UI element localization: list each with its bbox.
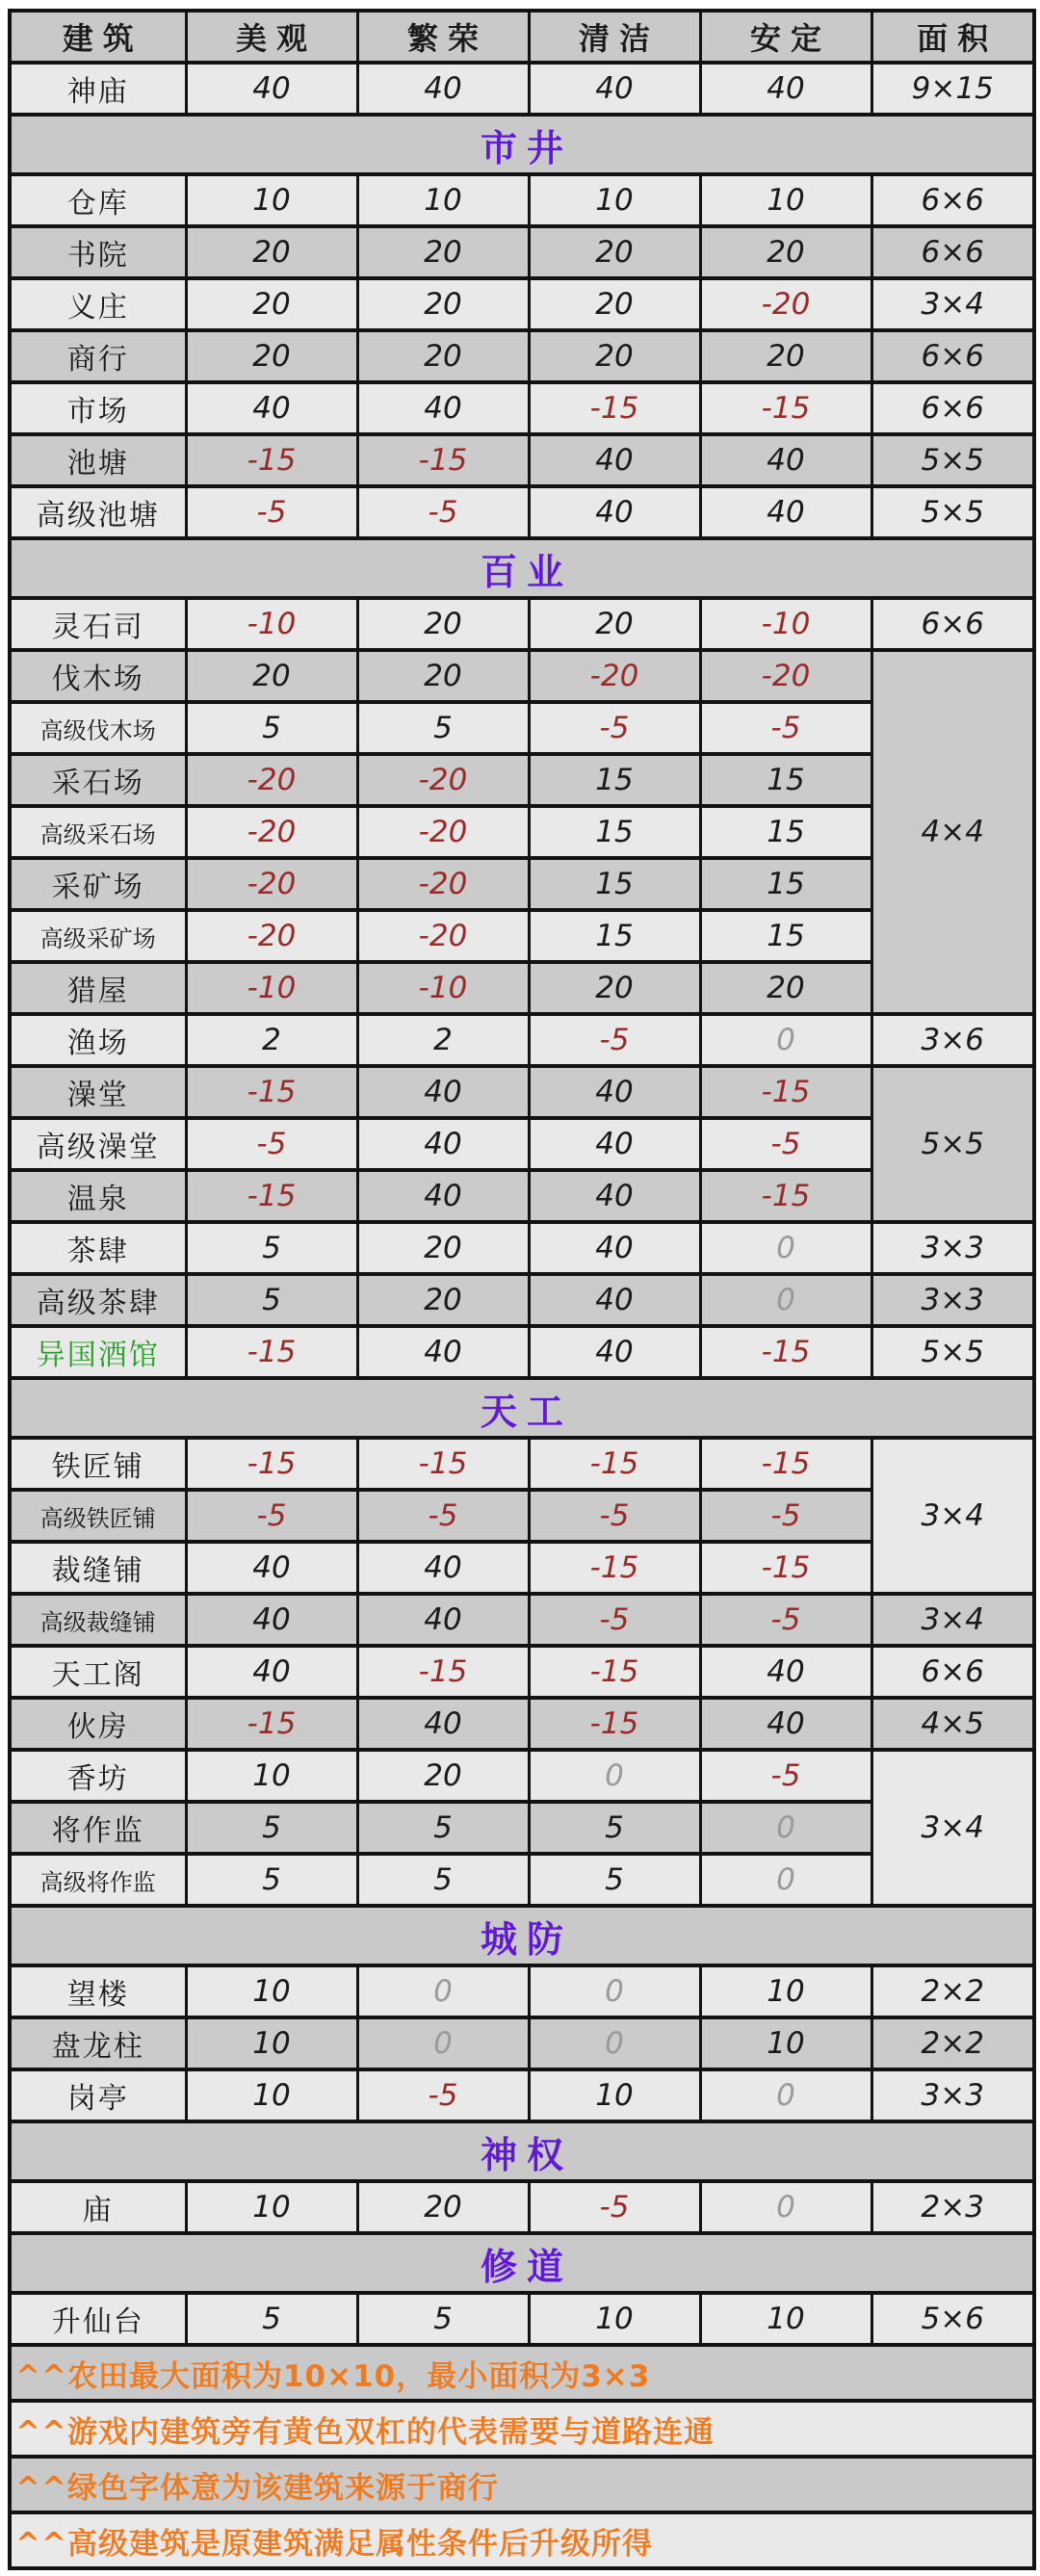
note-text: ^^游戏内建筑旁有黄色双杠的代表需要与道路连通 bbox=[10, 2401, 1034, 2457]
stat-cell: -20 bbox=[357, 754, 529, 806]
section-header-cell bbox=[10, 1378, 1034, 1438]
stat-cell: -15 bbox=[700, 1542, 871, 1594]
stat-cell: 40 bbox=[700, 434, 871, 486]
stat-cell: -20 bbox=[186, 858, 357, 910]
building-name-cell: 池塘 bbox=[10, 434, 186, 486]
note-row bbox=[10, 2512, 1034, 2568]
building-name-cell: 高级采石场 bbox=[10, 806, 186, 858]
section-title: 天工 bbox=[480, 1390, 573, 1433]
stat-cell: 0 bbox=[529, 1750, 700, 1802]
area-cell: 2×2 bbox=[871, 2017, 1034, 2069]
building-name-cell: 渔场 bbox=[10, 1014, 186, 1066]
stat-cell: 0 bbox=[700, 2181, 871, 2233]
building-row bbox=[10, 1014, 1034, 1066]
building-row bbox=[10, 226, 1034, 278]
stat-cell: -5 bbox=[700, 702, 871, 754]
stat-cell: -15 bbox=[700, 1438, 871, 1490]
stat-cell: 0 bbox=[529, 2017, 700, 2069]
stat-cell: 20 bbox=[357, 650, 529, 702]
section-title: 修道 bbox=[480, 2245, 573, 2288]
section-header-row bbox=[10, 538, 1034, 598]
stat-cell: 40 bbox=[529, 1118, 700, 1170]
building-row bbox=[10, 174, 1034, 226]
note-row bbox=[10, 2401, 1034, 2457]
stat-cell: 5 bbox=[186, 1802, 357, 1854]
stat-cell: 10 bbox=[357, 174, 529, 226]
area-cell: 3×4 bbox=[871, 1750, 1034, 1906]
area-cell: 6×6 bbox=[871, 382, 1034, 434]
building-name-cell: 盘龙柱 bbox=[10, 2017, 186, 2069]
stat-cell: 10 bbox=[186, 2017, 357, 2069]
area-cell: 5×5 bbox=[871, 434, 1034, 486]
building-name-cell: 书院 bbox=[10, 226, 186, 278]
stat-cell: 40 bbox=[529, 1222, 700, 1274]
stat-cell: 10 bbox=[529, 2293, 700, 2345]
building-name-cell: 高级茶肆 bbox=[10, 1274, 186, 1326]
column-header-stability: 安定 bbox=[700, 11, 871, 63]
note-row bbox=[10, 2457, 1034, 2512]
section-header-row bbox=[10, 2121, 1034, 2181]
stat-cell: -5 bbox=[357, 486, 529, 538]
stat-cell: 20 bbox=[357, 226, 529, 278]
section-title: 市井 bbox=[480, 126, 573, 169]
column-header-prosperity: 繁荣 bbox=[357, 11, 529, 63]
note-text: ^^高级建筑是原建筑满足属性条件后升级所得 bbox=[10, 2512, 1034, 2568]
stat-cell: 20 bbox=[357, 278, 529, 330]
stat-cell: -10 bbox=[357, 962, 529, 1014]
building-name-cell: 采矿场 bbox=[10, 858, 186, 910]
stat-cell: -15 bbox=[186, 1698, 357, 1750]
stat-cell: -15 bbox=[186, 1438, 357, 1490]
building-name-cell: 温泉 bbox=[10, 1170, 186, 1222]
stat-cell: 20 bbox=[700, 226, 871, 278]
stat-cell: 0 bbox=[700, 1014, 871, 1066]
area-cell: 9×15 bbox=[871, 63, 1034, 115]
stat-cell: -15 bbox=[700, 1066, 871, 1118]
stat-cell: 5 bbox=[186, 702, 357, 754]
column-header-area: 面积 bbox=[871, 11, 1034, 63]
building-name-cell: 商行 bbox=[10, 330, 186, 382]
stat-cell: 10 bbox=[700, 174, 871, 226]
stat-cell: 20 bbox=[357, 598, 529, 650]
building-name-cell: 伐木场 bbox=[10, 650, 186, 702]
stat-cell: -15 bbox=[700, 1170, 871, 1222]
building-name-cell: 灵石司 bbox=[10, 598, 186, 650]
building-row bbox=[10, 2181, 1034, 2233]
stat-cell: 10 bbox=[186, 174, 357, 226]
stat-cell: -15 bbox=[529, 1646, 700, 1698]
stat-cell: 40 bbox=[357, 1066, 529, 1118]
building-name-cell: 采石场 bbox=[10, 754, 186, 806]
stat-cell: -20 bbox=[700, 650, 871, 702]
building-row bbox=[10, 1066, 1034, 1118]
stat-cell: 40 bbox=[357, 63, 529, 115]
building-name-cell: 神庙 bbox=[10, 63, 186, 115]
stat-cell: 20 bbox=[700, 962, 871, 1014]
section-header-cell bbox=[10, 1906, 1034, 1965]
area-cell: 3×3 bbox=[871, 1274, 1034, 1326]
area-cell: 6×6 bbox=[871, 226, 1034, 278]
stat-cell: -15 bbox=[186, 1066, 357, 1118]
area-cell: 4×4 bbox=[871, 650, 1034, 1014]
stat-cell: 10 bbox=[529, 2069, 700, 2121]
building-name-cell: 庙 bbox=[10, 2181, 186, 2233]
stat-cell: 20 bbox=[529, 962, 700, 1014]
area-cell: 3×4 bbox=[871, 278, 1034, 330]
building-name-cell: 高级将作监 bbox=[10, 1854, 186, 1906]
stat-cell: 40 bbox=[700, 486, 871, 538]
building-name-cell: 铁匠铺 bbox=[10, 1438, 186, 1490]
note-row bbox=[10, 2345, 1034, 2401]
building-row bbox=[10, 278, 1034, 330]
stat-cell: -5 bbox=[529, 1014, 700, 1066]
building-name-cell: 高级采矿场 bbox=[10, 910, 186, 962]
section-header-row bbox=[10, 115, 1034, 174]
area-cell: 6×6 bbox=[871, 598, 1034, 650]
building-row bbox=[10, 486, 1034, 538]
stat-cell: 40 bbox=[529, 1274, 700, 1326]
stat-cell: -5 bbox=[357, 1490, 529, 1542]
column-header-beauty: 美观 bbox=[186, 11, 357, 63]
building-name-cell: 岗亭 bbox=[10, 2069, 186, 2121]
area-cell: 6×6 bbox=[871, 330, 1034, 382]
stat-cell: -5 bbox=[186, 1490, 357, 1542]
stat-cell: 40 bbox=[529, 1066, 700, 1118]
stat-cell: 40 bbox=[357, 1542, 529, 1594]
building-name-cell: 异国酒馆 bbox=[10, 1326, 186, 1378]
building-row bbox=[10, 598, 1034, 650]
stat-cell: 10 bbox=[700, 2293, 871, 2345]
building-name-cell: 义庄 bbox=[10, 278, 186, 330]
stat-cell: 40 bbox=[357, 1170, 529, 1222]
building-name-cell: 高级澡堂 bbox=[10, 1118, 186, 1170]
stat-cell: -20 bbox=[357, 910, 529, 962]
stat-cell: 20 bbox=[529, 278, 700, 330]
stat-cell: 40 bbox=[357, 1326, 529, 1378]
building-name-cell: 猎屋 bbox=[10, 962, 186, 1014]
stat-cell: 0 bbox=[357, 2017, 529, 2069]
stat-cell: -20 bbox=[186, 754, 357, 806]
stat-cell: 40 bbox=[186, 1646, 357, 1698]
stat-cell: -15 bbox=[186, 1170, 357, 1222]
building-name-cell: 高级伐木场 bbox=[10, 702, 186, 754]
stat-cell: -5 bbox=[186, 486, 357, 538]
section-title: 神权 bbox=[480, 2133, 573, 2176]
area-cell: 2×3 bbox=[871, 2181, 1034, 2233]
column-header-cleanliness: 清洁 bbox=[529, 11, 700, 63]
section-title: 百业 bbox=[480, 550, 573, 593]
stat-cell: 15 bbox=[700, 806, 871, 858]
stat-cell: 40 bbox=[186, 1542, 357, 1594]
stat-cell: -15 bbox=[700, 1326, 871, 1378]
building-row bbox=[10, 382, 1034, 434]
building-row bbox=[10, 1274, 1034, 1326]
building-name-cell: 升仙台 bbox=[10, 2293, 186, 2345]
stat-cell: 5 bbox=[529, 1802, 700, 1854]
stat-cell: 15 bbox=[529, 754, 700, 806]
area-cell: 5×5 bbox=[871, 486, 1034, 538]
stat-cell: 20 bbox=[186, 330, 357, 382]
stat-cell: 40 bbox=[357, 1118, 529, 1170]
stat-cell: -15 bbox=[357, 434, 529, 486]
stat-cell: 40 bbox=[186, 63, 357, 115]
stat-cell: 40 bbox=[700, 1698, 871, 1750]
stat-cell: 15 bbox=[700, 858, 871, 910]
stat-cell: 40 bbox=[186, 1594, 357, 1646]
area-cell: 3×4 bbox=[871, 1438, 1034, 1594]
stat-cell: 15 bbox=[529, 806, 700, 858]
stat-cell: -15 bbox=[357, 1438, 529, 1490]
stat-cell: -15 bbox=[186, 1326, 357, 1378]
stat-cell: 40 bbox=[700, 63, 871, 115]
stat-cell: -20 bbox=[357, 858, 529, 910]
stat-cell: 10 bbox=[700, 2017, 871, 2069]
area-cell: 5×5 bbox=[871, 1326, 1034, 1378]
stat-cell: -20 bbox=[186, 806, 357, 858]
building-row bbox=[10, 434, 1034, 486]
stat-cell: 40 bbox=[529, 434, 700, 486]
stat-cell: 10 bbox=[529, 174, 700, 226]
building-name-cell: 天工阁 bbox=[10, 1646, 186, 1698]
stat-cell: 5 bbox=[186, 2293, 357, 2345]
building-name-cell: 市场 bbox=[10, 382, 186, 434]
stat-cell: 20 bbox=[357, 2181, 529, 2233]
stat-cell: -5 bbox=[529, 1594, 700, 1646]
stat-cell: -5 bbox=[529, 2181, 700, 2233]
area-cell: 3×6 bbox=[871, 1014, 1034, 1066]
stat-cell: -10 bbox=[186, 598, 357, 650]
stat-cell: 5 bbox=[357, 702, 529, 754]
building-row bbox=[10, 1646, 1034, 1698]
building-name-cell: 高级铁匠铺 bbox=[10, 1490, 186, 1542]
stat-cell: -5 bbox=[529, 1490, 700, 1542]
stat-cell: 10 bbox=[186, 2069, 357, 2121]
section-title: 城防 bbox=[480, 1917, 573, 1961]
stat-cell: 40 bbox=[357, 382, 529, 434]
stat-cell: -15 bbox=[700, 382, 871, 434]
building-name-cell: 望楼 bbox=[10, 1965, 186, 2017]
building-name-cell: 澡堂 bbox=[10, 1066, 186, 1118]
area-cell: 6×6 bbox=[871, 174, 1034, 226]
table-header-row bbox=[10, 11, 1034, 63]
stat-cell: 20 bbox=[529, 330, 700, 382]
building-name-cell: 高级裁缝铺 bbox=[10, 1594, 186, 1646]
stat-cell: 20 bbox=[357, 1750, 529, 1802]
stat-cell: 5 bbox=[186, 1274, 357, 1326]
stat-cell: -5 bbox=[186, 1118, 357, 1170]
building-row bbox=[10, 2017, 1034, 2069]
stat-cell: -5 bbox=[700, 1490, 871, 1542]
stat-cell: 5 bbox=[186, 1222, 357, 1274]
stat-cell: -15 bbox=[529, 1698, 700, 1750]
building-row bbox=[10, 1750, 1034, 1802]
stat-cell: 40 bbox=[529, 63, 700, 115]
stat-cell: -20 bbox=[700, 278, 871, 330]
stat-cell: 2 bbox=[186, 1014, 357, 1066]
stat-cell: 10 bbox=[186, 2181, 357, 2233]
building-name-cell: 茶肆 bbox=[10, 1222, 186, 1274]
building-row bbox=[10, 330, 1034, 382]
area-cell: 4×5 bbox=[871, 1698, 1034, 1750]
building-row bbox=[10, 1594, 1034, 1646]
stat-cell: -5 bbox=[357, 2069, 529, 2121]
stat-cell: 20 bbox=[357, 1274, 529, 1326]
stat-cell: 40 bbox=[357, 1698, 529, 1750]
area-cell: 5×6 bbox=[871, 2293, 1034, 2345]
stat-cell: -15 bbox=[529, 382, 700, 434]
building-name-cell: 仓库 bbox=[10, 174, 186, 226]
building-name-cell: 伙房 bbox=[10, 1698, 186, 1750]
stat-cell: -15 bbox=[357, 1646, 529, 1698]
stat-cell: 0 bbox=[700, 1802, 871, 1854]
section-header-cell bbox=[10, 2233, 1034, 2293]
building-row bbox=[10, 1965, 1034, 2017]
stat-cell: 10 bbox=[186, 1750, 357, 1802]
stat-cell: -15 bbox=[186, 434, 357, 486]
stat-cell: 20 bbox=[357, 330, 529, 382]
stat-cell: 15 bbox=[700, 754, 871, 806]
building-name-cell: 将作监 bbox=[10, 1802, 186, 1854]
building-row bbox=[10, 2069, 1034, 2121]
stat-cell: -5 bbox=[529, 702, 700, 754]
stat-cell: 40 bbox=[186, 382, 357, 434]
stat-cell: -15 bbox=[529, 1542, 700, 1594]
building-name-cell: 香坊 bbox=[10, 1750, 186, 1802]
stat-cell: 40 bbox=[357, 1594, 529, 1646]
stat-cell: -5 bbox=[700, 1750, 871, 1802]
stat-cell: 5 bbox=[357, 1854, 529, 1906]
stat-cell: 15 bbox=[529, 910, 700, 962]
stat-cell: 20 bbox=[186, 650, 357, 702]
building-row bbox=[10, 1698, 1034, 1750]
stat-cell: 0 bbox=[700, 1222, 871, 1274]
stat-cell: 5 bbox=[357, 1802, 529, 1854]
note-text: ^^绿色字体意为该建筑来源于商行 bbox=[10, 2457, 1034, 2512]
area-cell: 6×6 bbox=[871, 1646, 1034, 1698]
stat-cell: -10 bbox=[186, 962, 357, 1014]
stat-cell: 20 bbox=[357, 1222, 529, 1274]
section-header-cell bbox=[10, 538, 1034, 598]
stat-cell: 0 bbox=[700, 1854, 871, 1906]
building-row bbox=[10, 1438, 1034, 1490]
stat-cell: 5 bbox=[186, 1854, 357, 1906]
column-header-building: 建筑 bbox=[10, 11, 186, 63]
stat-cell: -5 bbox=[700, 1118, 871, 1170]
stat-cell: 20 bbox=[529, 598, 700, 650]
stat-cell: 20 bbox=[186, 278, 357, 330]
stat-cell: 15 bbox=[529, 858, 700, 910]
building-stats-table bbox=[8, 9, 1036, 2570]
stat-cell: -20 bbox=[186, 910, 357, 962]
area-cell: 2×2 bbox=[871, 1965, 1034, 2017]
section-header-row bbox=[10, 2233, 1034, 2293]
section-header-row bbox=[10, 1378, 1034, 1438]
building-row bbox=[10, 650, 1034, 702]
stat-cell: 40 bbox=[529, 1170, 700, 1222]
stat-cell: 5 bbox=[529, 1854, 700, 1906]
stat-cell: 40 bbox=[529, 486, 700, 538]
stat-cell: -20 bbox=[357, 806, 529, 858]
stat-cell: 15 bbox=[700, 910, 871, 962]
building-row bbox=[10, 1326, 1034, 1378]
stat-cell: 10 bbox=[186, 1965, 357, 2017]
stat-cell: -5 bbox=[700, 1594, 871, 1646]
section-header-cell bbox=[10, 2121, 1034, 2181]
stat-cell: 40 bbox=[700, 1646, 871, 1698]
stat-cell: 0 bbox=[700, 2069, 871, 2121]
building-row bbox=[10, 1222, 1034, 1274]
stat-cell: 5 bbox=[357, 2293, 529, 2345]
stat-cell: -10 bbox=[700, 598, 871, 650]
stat-cell: 0 bbox=[700, 1274, 871, 1326]
building-row bbox=[10, 2293, 1034, 2345]
note-text: ^^农田最大面积为10×10，最小面积为3×3 bbox=[10, 2345, 1034, 2401]
stat-cell: -20 bbox=[529, 650, 700, 702]
stat-cell: 40 bbox=[529, 1326, 700, 1378]
area-cell: 3×3 bbox=[871, 2069, 1034, 2121]
building-name-cell: 高级池塘 bbox=[10, 486, 186, 538]
area-cell: 3×4 bbox=[871, 1594, 1034, 1646]
stat-cell: 20 bbox=[529, 226, 700, 278]
section-header-row bbox=[10, 1906, 1034, 1965]
section-header-cell bbox=[10, 115, 1034, 174]
stat-cell: 0 bbox=[357, 1965, 529, 2017]
stat-cell: 10 bbox=[700, 1965, 871, 2017]
stat-cell: 20 bbox=[186, 226, 357, 278]
building-name-cell: 裁缝铺 bbox=[10, 1542, 186, 1594]
building-row bbox=[10, 63, 1034, 115]
area-cell: 3×3 bbox=[871, 1222, 1034, 1274]
stat-cell: 0 bbox=[529, 1965, 700, 2017]
area-cell: 5×5 bbox=[871, 1066, 1034, 1222]
stat-cell: 2 bbox=[357, 1014, 529, 1066]
stat-cell: 20 bbox=[700, 330, 871, 382]
stat-cell: -15 bbox=[529, 1438, 700, 1490]
